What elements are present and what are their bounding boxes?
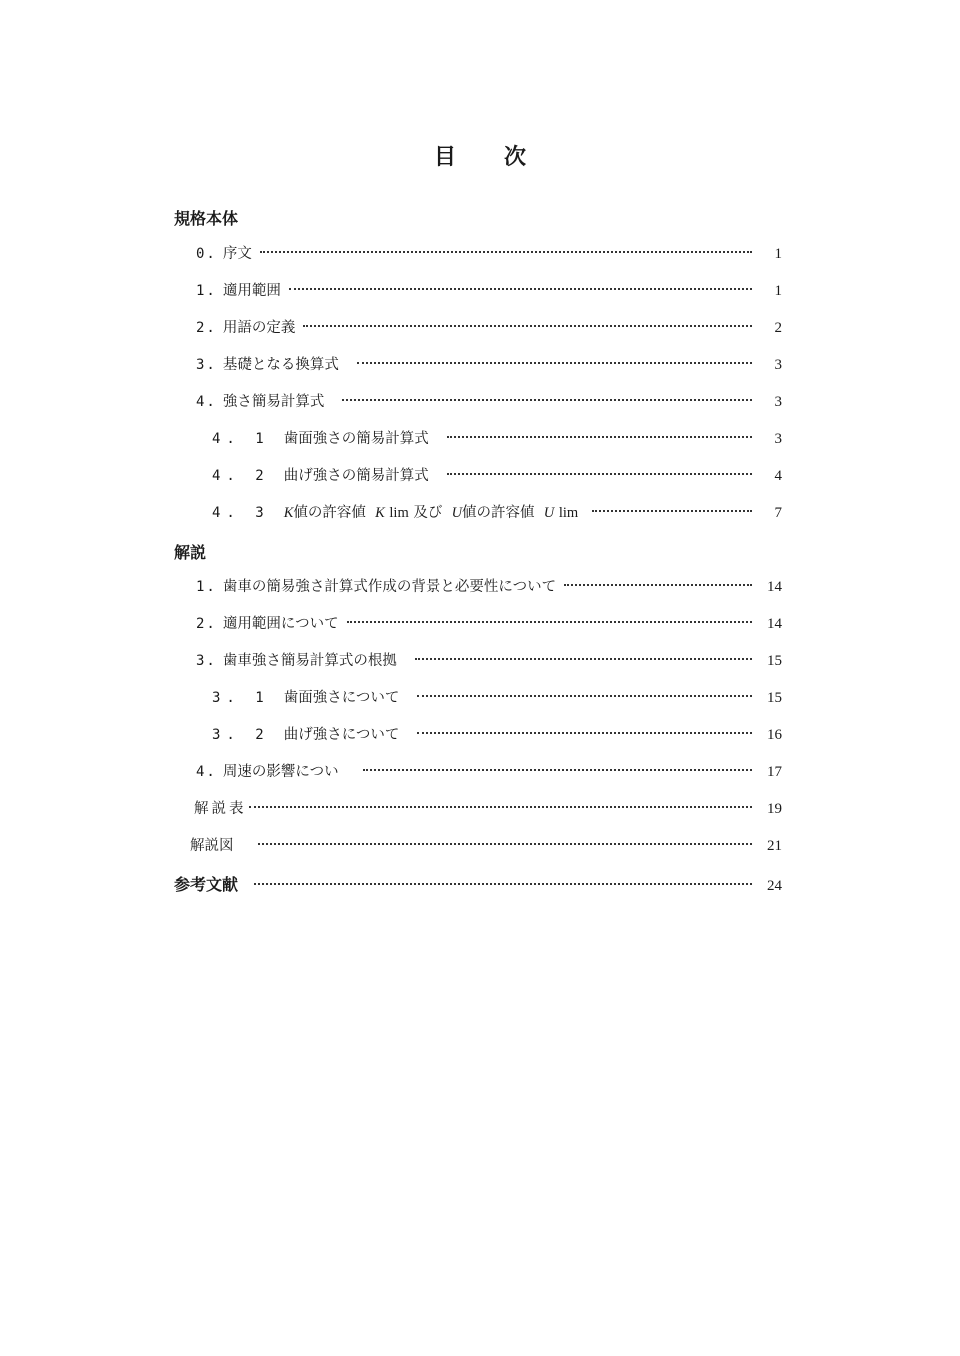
entry-label [284, 501, 578, 522]
entry-page: 2 [774, 320, 782, 336]
entry-label: 歯面強さの簡易計算式 [283, 431, 429, 447]
toc-entry[interactable] [196, 760, 782, 782]
entry-page: 3 [774, 431, 782, 447]
entry-number: 3. [196, 653, 217, 669]
leader-dots [347, 621, 752, 623]
entry-page: 17 [767, 764, 782, 780]
toc-entry[interactable] [212, 501, 782, 523]
entry-number: 2. [196, 320, 217, 336]
leader-dots [415, 658, 752, 660]
toc-entry[interactable] [194, 797, 782, 819]
leader-dots [447, 436, 752, 438]
title-char-2: 次 [504, 145, 527, 170]
entry-number: 4. [196, 394, 217, 410]
entry-label: 曲げ強さについて [283, 727, 400, 743]
entry-page: 1 [774, 246, 782, 262]
entry-number: 4. [196, 764, 217, 780]
entry-label: 解説表 [194, 801, 247, 817]
lim-text: lim [389, 505, 409, 521]
title-char-1: 目 [433, 145, 456, 170]
entry-number: 3. 1 [212, 690, 270, 706]
entry-page: 7 [774, 505, 782, 521]
entry-page: 15 [767, 690, 782, 706]
entry-label: 用語の定義 [222, 320, 296, 336]
entry-number: 4. 2 [212, 468, 270, 484]
leader-dots [357, 362, 752, 364]
entry-number: 0. [196, 246, 217, 262]
entry-page: 1 [774, 283, 782, 299]
leader-dots [249, 806, 753, 808]
toc-entry[interactable] [196, 390, 782, 412]
entry-page: 21 [767, 838, 782, 854]
leader-dots [289, 288, 752, 290]
leader-dots [258, 843, 753, 845]
toc-entry[interactable] [212, 464, 782, 486]
entry-label: 強さ簡易計算式 [222, 394, 325, 410]
toc-entry[interactable] [196, 649, 782, 671]
leader-dots [592, 510, 752, 512]
entry-number: 4. 3 [212, 505, 270, 521]
entry-label: 歯車の簡易強さ計算式作成の背景と必要性について [222, 579, 557, 595]
leader-dots [417, 732, 752, 734]
entry-label: 序文 [222, 246, 252, 262]
entry-number: 3. [196, 357, 217, 373]
symbol-klim: K [375, 505, 385, 521]
entry-page: 14 [767, 579, 782, 595]
toc-entry[interactable] [212, 686, 782, 708]
section-heading-references: 参考文献 [174, 875, 239, 894]
entry-label: 適用範囲について [222, 616, 339, 632]
toc-entry[interactable] [196, 242, 782, 264]
entry-label: 適用範囲 [222, 283, 281, 299]
leader-dots [342, 399, 752, 401]
entry-label: 曲げ強さの簡易計算式 [283, 468, 429, 484]
leader-dots [254, 883, 752, 885]
entry-page: 14 [767, 616, 782, 632]
entry-label: 周速の影響につい [222, 764, 339, 780]
entry-page: 3 [774, 357, 782, 373]
symbol-k: K [283, 505, 294, 521]
toc-entry-references[interactable] [174, 872, 782, 894]
entry-number: 3. 2 [212, 727, 270, 743]
section-heading-commentary: 解説 [174, 543, 207, 562]
toc-entry[interactable] [190, 834, 782, 856]
leader-dots [303, 325, 752, 327]
entry-page: 16 [767, 727, 782, 743]
toc-entry[interactable] [212, 723, 782, 745]
toc-entry[interactable] [212, 427, 782, 449]
label-text: 値の許容値 [293, 505, 366, 521]
page-title [0, 140, 960, 171]
entry-page: 24 [767, 878, 782, 894]
leader-dots [417, 695, 752, 697]
label-text: 及び [413, 505, 443, 521]
entry-page: 4 [774, 468, 782, 484]
entry-number: 2. [196, 616, 217, 632]
entry-label: 歯面強さについて [283, 690, 400, 706]
leader-dots [260, 251, 752, 253]
symbol-u: U [451, 505, 463, 521]
section-heading-main: 規格本体 [174, 209, 239, 228]
entry-label: 解説図 [190, 838, 234, 854]
toc-entry[interactable] [196, 575, 782, 597]
leader-dots [447, 473, 752, 475]
lim-text: lim [558, 505, 579, 521]
label-text: 値の許容値 [462, 505, 535, 521]
entry-page: 3 [774, 394, 782, 410]
leader-dots [363, 769, 752, 771]
leader-dots [564, 584, 752, 586]
entry-number: 1. [196, 283, 217, 299]
toc-entry[interactable] [196, 316, 782, 338]
toc-entry[interactable] [196, 612, 782, 634]
entry-label: 基礎となる換算式 [222, 357, 339, 373]
symbol-ulim: U [543, 505, 555, 521]
entry-page: 15 [767, 653, 782, 669]
entry-number: 4. 1 [212, 431, 270, 447]
entry-number: 1. [196, 579, 217, 595]
toc-entry[interactable] [196, 353, 782, 375]
entry-page: 19 [767, 801, 782, 817]
toc-entry[interactable] [196, 279, 782, 301]
entry-label: 歯車強さ簡易計算式の根拠 [222, 653, 397, 669]
